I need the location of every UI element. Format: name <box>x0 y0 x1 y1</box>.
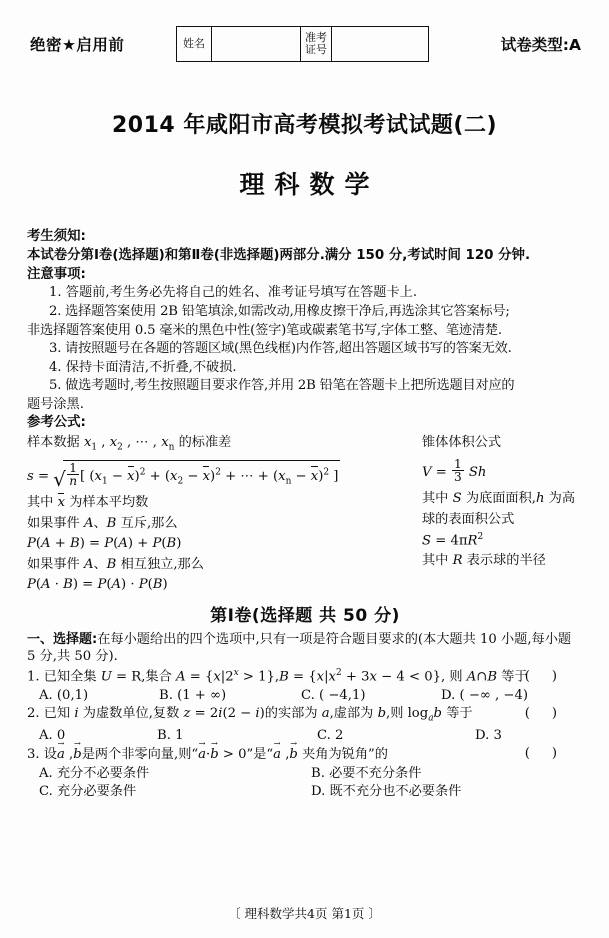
table-row <box>177 27 429 62</box>
question-2-options <box>27 727 583 745</box>
reference-formulas <box>27 434 583 602</box>
option-b[interactable]: B. (1 + ∞) <box>159 687 227 703</box>
question-1-stem: 1. 已知全集 U = R,集合 $A = \{x|2^x > 1\},B = \{x|x^2 + 3x - 4 < 0\}$, 则 A∩B 等于 () <box>27 667 579 684</box>
notice-item-2: 2. 选择题答案使用 2B 铅笔填涂,如需改动,用橡皮擦干净后,再选涂其它答案标号; <box>49 304 510 320</box>
notice-item-5: 5. 做选考题时,考生按照题目要求作答,并用 2B 铅笔在答题卡上把所选题目对应的 <box>49 378 515 394</box>
question-3-options-row-1 <box>27 765 583 783</box>
question-3-stem: 3. 设a → ,b →是两个非零向量,则“a →·b → > 0”是“a → ,b → 夹角为锐角”的 () <box>27 745 583 764</box>
question-3-options-row-2 <box>27 783 583 801</box>
candidate-info-table <box>176 26 429 62</box>
formulas-right-column <box>422 434 609 573</box>
mutually-exclusive-note: 如果事件 A、B 互斥,那么 <box>27 515 178 531</box>
independent-note: 如果事件 A、B 相互独立,那么 <box>27 556 204 572</box>
secret-label: 绝密★启用前 <box>30 36 125 54</box>
question-1 <box>27 668 583 704</box>
ticket-number-label <box>301 27 332 62</box>
cone-volume-formula: V = $\frac{1}{3}$ Sh <box>422 456 487 485</box>
option-a[interactable]: A. 0 <box>39 727 66 743</box>
name-label: 姓名 <box>177 27 212 62</box>
question-2 <box>27 705 583 744</box>
instruction-bold-prefix: 一、选择题: <box>27 631 98 647</box>
option-d[interactable]: D. 既不充分也不必要条件 <box>311 784 462 800</box>
option-c[interactable]: C. ( −4,1) <box>301 687 366 703</box>
page-footer: 〔 理科数学共4页 第1页 〕 <box>228 906 381 921</box>
page-header <box>30 26 581 66</box>
option-c[interactable]: C. 充分必要条件 <box>39 784 137 800</box>
question-2-stem: 2. 已知 i 为虚数单位,复数 z = 2i(2 − i)的实部为 a,虚部为 b,则 $\log_ab$ 等于 () <box>27 706 579 724</box>
notice-item-2-cont: 非选择题答案使用 0.5 毫米的黑色中性(签字)笔或碳素笔书写,字体工整、笔迹清楚. <box>27 322 502 338</box>
question-1-options <box>27 687 583 705</box>
mean-note: 其中 x 为样本平均数 <box>27 495 149 511</box>
answer-bracket[interactable]: () <box>524 746 579 762</box>
ticket-input-cell[interactable] <box>332 27 429 62</box>
option-d[interactable]: D. 3 <box>475 727 502 743</box>
ticket-label-line-1: 准考 <box>305 31 327 45</box>
notice-item-1: 1. 答题前,考生务必先将自己的姓名、准考证号填写在答题卡上. <box>49 285 418 301</box>
notice-item-5-cont: 题号涂黑. <box>27 396 84 412</box>
notice-item-4: 4. 保持卡面清洁,不折叠,不破损. <box>49 359 237 375</box>
question-3 <box>27 745 583 801</box>
instruction-rest: 在每小题给出的四个选项中,只有一项是符合题目要求的(本大题共 10 小题,每小题 5 分,共 50 分). <box>27 631 572 665</box>
exam-body <box>27 228 583 802</box>
option-c[interactable]: C. 2 <box>317 727 344 743</box>
formulas-heading: 参考公式: <box>27 415 86 431</box>
page-title: 2014 年咸阳市高考模拟考试试题(二) <box>112 113 497 138</box>
name-input-cell[interactable] <box>212 27 301 62</box>
sphere-area-formula: $S = 4\pi R^2$ <box>422 531 484 548</box>
option-b[interactable]: B. 1 <box>157 727 184 743</box>
stddev-caption: 样本数据 $x_1$ , $x_2$ , ⋯ , $x_n$ 的标准差 <box>27 435 232 453</box>
product-rule-formula: P(A · B) = P(A) · P(B) <box>27 577 168 593</box>
option-a[interactable]: A. 充分不必要条件 <box>39 765 150 781</box>
sphere-caption: 球的表面积公式 <box>422 511 515 527</box>
option-a[interactable]: A. (0,1) <box>39 687 89 703</box>
attention-heading: 注意事项: <box>27 266 86 282</box>
answer-bracket[interactable]: () <box>524 706 579 722</box>
section-1-title: 第Ⅰ卷(选择题 共 50 分) <box>210 606 400 627</box>
notice-heading: 考生须知: <box>27 229 86 244</box>
stddev-formula: s = √ $\frac{1}{n}$ [ $(x_1 - x)^2 + (x_2 - x)^2$ + ⋯ + $(x_n - x)^2$ ] <box>27 460 339 492</box>
paper-type-label: 试卷类型:A <box>500 36 581 54</box>
subject-title: 理科数学 <box>239 170 380 199</box>
cone-caption: 锥体体积公式 <box>422 435 502 451</box>
sphere-note: 其中 R 表示球的半径 <box>422 553 546 569</box>
formulas-left-column <box>27 434 417 597</box>
sum-rule-formula: P(A + B) = P(A) + P(B) <box>27 536 182 552</box>
cone-note: 其中 S 为底面面积,h 为高 <box>422 491 576 507</box>
notice-summary: 本试卷分第Ⅰ卷(选择题)和第Ⅱ卷(非选择题)两部分.满分 150 分,考试时间 120 分钟. <box>27 247 531 263</box>
answer-bracket[interactable]: () <box>524 668 579 684</box>
multiple-choice-instruction <box>27 631 583 666</box>
option-b[interactable]: B. 必要不充分条件 <box>311 765 422 781</box>
notice-item-3: 3. 请按照题号在各题的答题区域(黑色线框)内作答,超出答题区域书写的答案无效. <box>49 341 512 357</box>
option-d[interactable]: D. ( −∞ , −4) <box>441 687 529 703</box>
ticket-label-line-2: 证号 <box>305 43 327 56</box>
